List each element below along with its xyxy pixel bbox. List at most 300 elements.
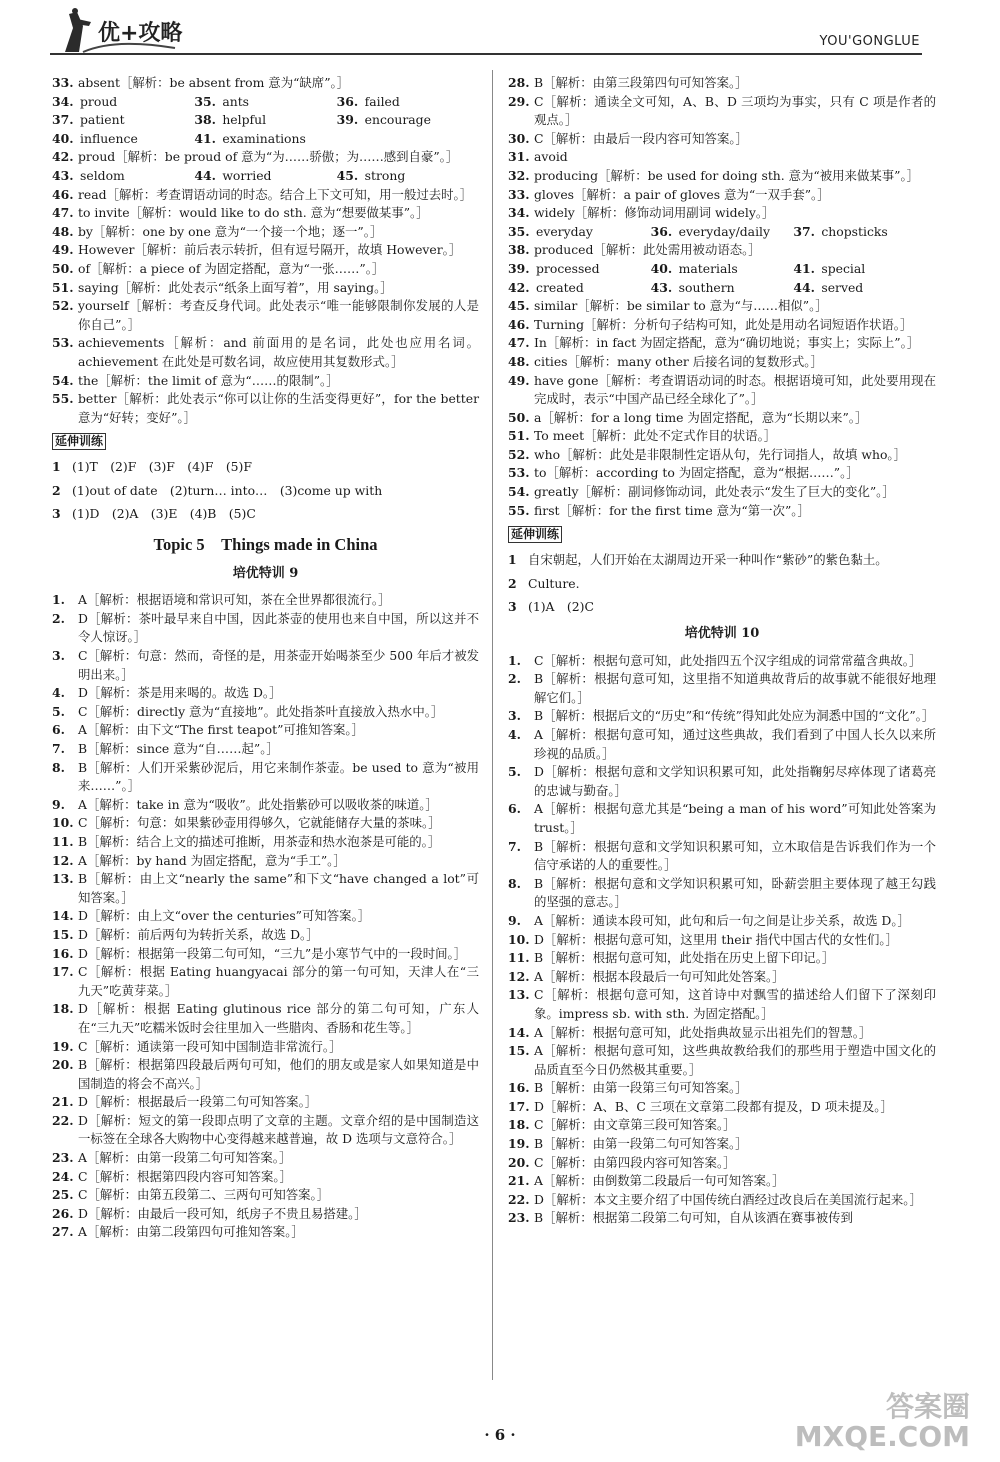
answer-row [52, 186, 479, 205]
answer-row [52, 907, 479, 926]
answer-text: greatly［解析：副词修饰动词，此处表示“发生了巨大的变化”。］ [534, 484, 895, 500]
answer-text: A［解析：由下文“The first teapot”可推知答案。］ [78, 722, 364, 738]
answer-text: A［解析：由倒数第二段最后一句可知答案。］ [534, 1173, 785, 1189]
answer-text: first［解析：for the first time 意为“第一次”。］ [534, 502, 810, 518]
answer-text: C［解析：根据 Eating huangyacai 部分的第一句可知，天津人在“三九天”吃黄芽菜。］ [78, 964, 479, 998]
answer-row [52, 945, 479, 964]
answer-number: 54. [508, 484, 530, 500]
answer-number: 18. [52, 1001, 74, 1017]
answer-number: 44. [194, 167, 216, 183]
answer-number: 45. [336, 167, 359, 183]
answer-text: C［解析：由第四段内容可知答案。］ [534, 1154, 736, 1170]
answer-text: processed [536, 260, 600, 276]
answer-number: 36. [650, 223, 673, 239]
answer-number: 14. [52, 908, 74, 924]
answer-row [508, 130, 936, 149]
answer-row [508, 464, 936, 483]
answer-number: 25. [52, 1187, 74, 1203]
answer-number: 18. [508, 1117, 530, 1133]
answer-row [52, 74, 479, 93]
extension-item [508, 598, 936, 617]
answer-number: 41. [194, 130, 216, 146]
answer-text: a［解析：for a long time 为固定搭配，意为“长期以来”。］ [534, 409, 868, 425]
answer-row [508, 316, 936, 335]
answer-text: D［解析：根据句意和文学知识积累可知，此处指鞠躬尽瘁体现了诸葛亮的忠诚与勤奋。］ [534, 764, 936, 798]
answer-row [508, 986, 936, 1023]
answer-number: 21. [508, 1173, 530, 1189]
answer-row [508, 353, 936, 372]
answer-row [508, 875, 936, 912]
answer-number: 50. [508, 409, 530, 425]
answer-cell [52, 111, 194, 130]
answer-text: D［解析：A、B、C 三项在文章第二段都有提及，D 项未提及。］ [534, 1098, 893, 1114]
answer-number: 35. [508, 223, 530, 239]
answer-row [508, 652, 936, 671]
answer-row [52, 647, 479, 684]
answer-text: by［解析：one by one 意为“一个接一个地；逐一”。］ [78, 223, 383, 239]
extension-number: 2 [508, 575, 517, 591]
answer-text: A［解析：根据语境和常识可知，茶在全世界都很流行。］ [78, 592, 391, 608]
answer-triple-row [508, 223, 936, 242]
extension-training-label: 延伸训练 [52, 433, 106, 450]
answer-cell [194, 111, 336, 130]
answer-text: A［解析：由第一段第二句可知答案。］ [78, 1150, 292, 1166]
answer-cell [651, 260, 794, 279]
answer-number: 23. [52, 1150, 74, 1166]
logo-text: 优+攻略 [98, 21, 183, 46]
answer-row [52, 1223, 479, 1242]
answer-number: 26. [52, 1205, 74, 1221]
answer-row [508, 1209, 936, 1228]
answer-text: A［解析：根据句意可知，此处指典故显示出祖先们的智慧。］ [534, 1024, 872, 1040]
page-header [0, 0, 1000, 60]
answer-row [508, 1116, 936, 1135]
answer-triple-row [52, 111, 479, 130]
answer-row [508, 1098, 936, 1117]
answer-number: 10. [508, 931, 530, 947]
answer-number: 34. [52, 93, 74, 109]
answer-number: 53. [52, 335, 74, 351]
answer-text: D［解析：根据 Eating glutinous rice 部分的第二句可知，广东人在“三九天”吃糯米饭时会往里加入一些腊肉、香肠和花生等。］ [78, 1001, 479, 1035]
answer-text: the［解析：the limit of 意为“……的限制”。］ [78, 372, 339, 388]
answer-row [508, 1042, 936, 1079]
answer-cell [793, 223, 936, 242]
answer-row [508, 204, 936, 223]
answer-number: 9. [508, 912, 521, 928]
answer-row [52, 870, 479, 907]
answer-number: 24. [52, 1168, 74, 1184]
answer-row [52, 926, 479, 945]
answer-text: C［解析：句意：如果紫砂壶用得够久，它就能储存大量的茶味。］ [78, 815, 441, 831]
answer-number: 10. [52, 815, 74, 831]
answer-number: 8. [52, 759, 65, 775]
left-column [52, 74, 479, 1242]
answer-triple-row [52, 167, 479, 186]
answer-text: C［解析：句意：然而，奇怪的是，用茶壶开始喝茶至少 500 年后才被发明出来。］ [78, 648, 479, 682]
answer-text: D［解析：短文的第一段即点明了文章的主题。文章介绍的是中国制造这一标签在全球各大购物中心变得越来越普遍，故 D 选项与文意符合。］ [78, 1112, 479, 1147]
answer-text: cities［解析：many other 后接名词的复数形式。］ [534, 353, 823, 369]
answer-number: 46. [508, 316, 530, 332]
answer-number: 35. [194, 93, 216, 109]
answer-number: 8. [508, 875, 521, 891]
answer-text: producing［解析：be used for doing sth. 意为“被用来做某事”。］ [534, 167, 920, 183]
extension-text: (1)out of date (2)turn… into… (3)come up with [72, 482, 383, 498]
answer-text: B［解析：结合上文的描述可推断，用茶壶和热水泡茶是可能的。］ [78, 833, 441, 849]
answer-row [52, 740, 479, 759]
answer-number: 3. [508, 708, 521, 724]
column-divider [492, 70, 493, 1380]
answer-text: have gone［解析：考查谓语动词的时态。根据语境可知，此处要用现在完成时，表示“中国产品已经全球化了”。］ [534, 372, 936, 407]
answer-text: B［解析：根据第四段最后两句可知，他们的朋友或是家人如果知道是中国制造的将会不高兴。］ [78, 1057, 479, 1091]
answer-number: 4. [508, 727, 521, 742]
answer-row [508, 502, 936, 521]
answer-number: 43. [650, 279, 673, 295]
answer-number: 12. [52, 852, 74, 868]
answer-text: B［解析：由第一段第二句可知答案。］ [534, 1136, 748, 1152]
answer-text: B［解析：根据第二段第二句可知，自从该酒在赛事被传到 [534, 1210, 853, 1226]
answer-text: widely［解析：修饰动词用副词 widely。］ [534, 205, 775, 221]
answer-text: A［解析：根据句意可知，这些典故教给我们的那些用于塑造中国文化的品质直至今日仍然极其重要。］ [534, 1043, 936, 1077]
answer-text: materials [678, 260, 738, 276]
answer-text: helpful [222, 112, 267, 128]
answer-row [508, 949, 936, 968]
answer-text: created [536, 279, 584, 295]
answer-row [508, 800, 936, 837]
answer-row [508, 93, 936, 130]
answer-cell [651, 223, 794, 242]
answer-number: 51. [52, 279, 74, 295]
answer-row [508, 483, 936, 502]
answer-text: B［解析：since 意为“自……起”。］ [78, 741, 279, 756]
answer-number: 9. [52, 796, 65, 812]
answer-row [508, 912, 936, 931]
answer-row [52, 796, 479, 815]
answer-text: proud［解析：be proud of 意为“为……骄傲；为……感到自豪”。］ [78, 149, 459, 165]
answer-number: 44. [793, 279, 815, 295]
answer-text: proud [80, 93, 118, 109]
answer-number: 49. [52, 242, 74, 258]
answer-number: 37. [793, 223, 815, 239]
answer-row [52, 1205, 479, 1224]
answer-number: 47. [52, 205, 74, 221]
answer-row [52, 1168, 479, 1187]
extension-text: (1)T (2)F (3)F (4)F (5)F [72, 459, 252, 475]
answer-row [508, 838, 936, 875]
answer-text: influence [80, 130, 138, 146]
answer-number: 38. [194, 112, 216, 128]
answer-row [508, 74, 936, 93]
answer-text: C［解析：由文章第三段可知答案。］ [534, 1117, 736, 1133]
extension-item [52, 482, 479, 501]
answer-row [52, 279, 479, 298]
answer-text: D［解析：茶叶最早来自中国，因此茶壶的使用也来自中国，所以这并不令人惊讶。］ [78, 610, 479, 645]
answer-number: 14. [508, 1024, 530, 1040]
right-column [508, 74, 936, 1228]
answer-number: 42. [508, 279, 530, 295]
extension-training-label: 延伸训练 [508, 526, 562, 543]
answer-number: 42. [52, 149, 74, 165]
answer-text: produced［解析：此处需用被动语态。］ [534, 242, 761, 258]
answer-number: 33. [508, 186, 530, 202]
answer-row [52, 1056, 479, 1093]
answer-row [52, 204, 479, 223]
answer-text: C［解析：由最后一段内容可知答案。］ [534, 130, 748, 146]
answer-number: 7. [52, 741, 65, 756]
answer-text: C［解析：根据句意可知，此处指四五个汉字组成的词常常蕴含典故。］ [534, 652, 922, 668]
answer-number: 32. [508, 167, 530, 183]
answer-text: absent［解析：be absent from 意为“缺席”。］ [78, 75, 350, 90]
answer-text: To meet［解析：此处不定式作目的状语。］ [534, 428, 777, 444]
answer-number: 39. [336, 112, 359, 128]
answer-text: encourage [364, 112, 431, 128]
answer-text: D［解析：由上文“over the centuries”可知答案。］ [78, 908, 371, 924]
extension-item [52, 505, 479, 524]
extension-text: (1)A (2)C [528, 599, 594, 615]
answer-text: strong [364, 167, 406, 183]
answer-row [52, 297, 479, 334]
answer-text: served [821, 279, 864, 295]
answer-row [508, 1191, 936, 1210]
answer-text: D［解析：本文主要介绍了中国传统白酒经过改良后在美国流行起来。］ [534, 1191, 922, 1207]
answer-row [508, 372, 936, 409]
answer-row [52, 610, 479, 647]
answer-text: B［解析：由上文“nearly the same”和下文“have changed a lot”可知答案。］ [78, 871, 479, 905]
answer-cell [508, 223, 651, 242]
answer-row [508, 968, 936, 987]
answer-cell [52, 130, 194, 149]
answer-row [508, 167, 936, 186]
extension-number: 1 [508, 552, 517, 568]
answer-number: 23. [508, 1210, 530, 1226]
answer-row [52, 852, 479, 871]
answer-number: 15. [508, 1043, 530, 1059]
answer-row [508, 726, 936, 763]
answer-text: read［解析：考查谓语动词的时态。结合上下文可知，用一般过去时。］ [78, 186, 473, 202]
answer-number: 19. [508, 1136, 530, 1152]
extension-number: 2 [52, 482, 61, 498]
extension-item [508, 575, 936, 594]
answer-text: A［解析：根据本段最后一句可知此处答案。］ [534, 968, 785, 984]
answer-number: 13. [52, 871, 74, 887]
answer-number: 20. [52, 1057, 74, 1073]
answer-text: chopsticks [821, 223, 888, 239]
topic-title: Topic 5 Things made in China [153, 535, 378, 555]
answer-text: A［解析：根据句意可知，通过这些典故，我们看到了中国人长久以来所珍视的品质。］ [534, 727, 936, 761]
answer-text: of［解析：a piece of 为固定搭配，意为“一张……”。］ [78, 260, 385, 276]
answer-cell [337, 111, 479, 130]
answer-row [508, 1154, 936, 1173]
answer-row [52, 1038, 479, 1057]
answer-text: D［解析：根据句意可知，这里用 their 指代中国古代的女性们。］ [534, 931, 898, 947]
answer-number: 28. [508, 75, 530, 90]
answer-text: D［解析：根据第一段第二句可知，“三九”是小寒节气中的一段时间。］ [78, 945, 467, 961]
answer-row [52, 334, 479, 371]
extension-number: 1 [52, 459, 61, 475]
answer-text: southern [678, 279, 735, 295]
answer-number: 22. [508, 1191, 530, 1207]
answer-row [52, 963, 479, 1000]
answer-row [52, 1149, 479, 1168]
answer-number: 2. [508, 671, 521, 687]
answer-text: seldom [80, 167, 125, 183]
answer-row [508, 241, 936, 260]
answer-row [508, 409, 936, 428]
answer-row [508, 297, 936, 316]
answer-number: 48. [508, 353, 530, 369]
answer-text: A［解析：通读本段可知，此句和后一句之间是让步关系，故选 D。］ [534, 912, 910, 928]
answer-number: 16. [52, 945, 74, 961]
answer-number: 39. [508, 260, 530, 276]
extension-item [52, 458, 479, 477]
answer-text: achievements［解析：and 前面用的是名词，此处也应用名词。achievement 在此处是可数名词，故应使用其复数形式。］ [78, 335, 479, 369]
answer-text: patient [80, 112, 125, 128]
answer-number: 6. [508, 801, 521, 817]
answer-text: In［解析：in fact 为固定搭配，意为“确切地说；事实上；实际上”。］ [534, 335, 920, 351]
answer-number: 16. [508, 1080, 530, 1096]
answer-text: C［解析：通读第一段可知中国制造非常流行。］ [78, 1038, 342, 1054]
answer-row [508, 148, 936, 167]
answer-row [508, 1172, 936, 1191]
answer-number: 2. [52, 610, 65, 626]
answer-number: 17. [52, 964, 74, 980]
answer-cell [793, 260, 936, 279]
answer-number: 22. [52, 1112, 74, 1128]
answer-row [52, 1186, 479, 1205]
answer-text [365, 130, 479, 149]
answer-number: 21. [52, 1094, 74, 1110]
answer-number: 7. [508, 838, 521, 854]
answer-row [52, 260, 479, 279]
answer-number: 55. [508, 502, 530, 518]
answer-triple-row [508, 260, 936, 279]
answer-cell [194, 93, 336, 112]
answer-text: Turning［解析：分析句子结构可知，此处是用动名词短语作状语。］ [534, 316, 913, 332]
answer-number: 11. [508, 950, 530, 966]
answer-text: C［解析：由第五段第二、三两句可知答案。］ [78, 1187, 330, 1203]
extension-text: Culture. [528, 575, 580, 591]
answer-text: B［解析：由第三段第四句可知答案。］ [534, 75, 748, 90]
answer-row [508, 763, 936, 800]
answer-number: 15. [52, 926, 74, 942]
answer-text: to invite［解析：would like to do sth. 意为“想要做某事”。］ [78, 205, 429, 221]
answer-text: B［解析：根据句意和文学知识积累可知，立木取信是告诉我们作为一个信守承诺的人的重要性。］ [534, 838, 936, 873]
answer-text: B［解析：人们开采紫砂泥后，用它来制作茶壶。be used to 意为“被用来……”。］ [78, 759, 479, 794]
answer-cell [52, 93, 194, 112]
answer-text: C［解析：根据句意可知，这首诗中对飘雪的描述给人们留下了深刻印象。impress sb. with sth. 为固定搭配。］ [534, 987, 936, 1021]
answer-number: 45. [508, 298, 530, 314]
answer-number: 52. [508, 446, 530, 462]
answer-number: 37. [52, 112, 74, 128]
answer-text: special [821, 260, 866, 276]
answer-text: D［解析：根据最后一段第二句可知答案。］ [78, 1094, 318, 1110]
answer-row [508, 707, 936, 726]
answer-text: everyday [536, 223, 593, 239]
answer-triple-row [52, 93, 479, 112]
answer-row [508, 1135, 936, 1154]
answer-row [52, 1093, 479, 1112]
answer-triple-row [52, 130, 479, 149]
answer-text: better［解析：此处表示“你可以让你的生活变得更好”，for the better 意为“好转；变好”。］ [78, 391, 479, 425]
answer-text: saying［解析：此处表示“纸条上面写着”，用 saying。］ [78, 279, 393, 295]
answer-text: B［解析：根据后文的“历史”和“传统”得知此处应为洞悉中国的“文化”。］ [534, 708, 935, 724]
answer-cell [508, 260, 651, 279]
answer-cell [651, 279, 794, 298]
answer-text: C［解析：根据第四段内容可知答案。］ [78, 1168, 292, 1184]
answer-number: 1. [52, 592, 65, 608]
answer-number: 34. [508, 205, 530, 221]
answer-number: 11. [52, 833, 74, 849]
answer-row [52, 223, 479, 242]
answer-cell [194, 167, 336, 186]
answer-number: 17. [508, 1098, 530, 1114]
answer-row [52, 591, 479, 610]
extension-text: 自宋朝起，人们开始在太湖周边开采一种叫作“紫砂”的紫色黏土。 [528, 552, 888, 568]
answer-text: D［解析：由最后一段可知，纸房子不贵且易搭建。］ [78, 1205, 367, 1221]
answer-text: to［解析：according to 为固定搭配，意为“根据……”。］ [534, 465, 859, 481]
answer-row [52, 703, 479, 722]
answer-text: C［解析：directly 意为“直接地”。此处指茶叶直接放入热水中。］ [78, 703, 444, 719]
answer-cell [194, 130, 336, 149]
answer-text: B［解析：根据句意可知，此处指在历史上留下印记。］ [534, 950, 835, 966]
answer-text: B［解析：由第一段第三句可知答案。］ [534, 1080, 748, 1096]
answer-row [52, 1000, 479, 1037]
answer-cell [793, 279, 936, 298]
answer-number: 20. [508, 1154, 530, 1170]
answer-text: D［解析：茶是用来喝的。故选 D。］ [78, 685, 282, 701]
answer-row [508, 670, 936, 707]
answer-text: avoid [534, 149, 568, 165]
answer-number: 33. [52, 75, 74, 90]
answer-text: who［解析：此处是非限制性定语从句，先行词指人，故填 who。］ [534, 446, 906, 462]
answer-text: worried [222, 167, 272, 183]
answer-number: 27. [52, 1224, 74, 1240]
answer-number: 29. [508, 93, 530, 109]
answer-text: C［解析：通读全文可知，A、B、D 三项均为事实，只有 C 项是作者的观点。］ [534, 93, 936, 128]
answer-number: 54. [52, 372, 74, 388]
answer-row [52, 390, 479, 427]
answer-number: 19. [52, 1038, 74, 1054]
watermark-logo: 答案圈 MXQE.COM [794, 1390, 970, 1453]
section-title: 培优特训 9 [232, 565, 299, 581]
answer-row [508, 334, 936, 353]
answer-row [508, 931, 936, 950]
answer-text: everyday/daily [678, 223, 770, 239]
answer-cell [508, 279, 651, 298]
answer-number: 47. [508, 335, 530, 351]
answer-row [52, 721, 479, 740]
answer-text: A［解析：take in 意为“吸收”。此处指紫砂可以吸收茶的味道。］ [78, 796, 438, 812]
answer-text: yourself［解析：考查反身代词。此处表示“唯一能够限制你发展的人是你自己”。］ [78, 298, 479, 332]
answer-number: 4. [52, 685, 65, 701]
extension-item [508, 551, 936, 570]
answer-number: 3. [52, 648, 65, 664]
answer-triple-row [508, 279, 936, 298]
extension-text: (1)D (2)A (3)E (4)B (5)C [72, 506, 256, 522]
header-brand-text: YOU'GONGLUE [819, 34, 920, 49]
extension-number: 3 [52, 506, 61, 522]
answer-number: 41. [793, 260, 815, 276]
answer-cell [337, 167, 479, 186]
answer-text: failed [364, 93, 400, 109]
answer-number: 49. [508, 372, 530, 388]
answer-number: 13. [508, 987, 530, 1003]
answer-row [52, 241, 479, 260]
answer-number: 12. [508, 968, 530, 984]
answer-text: A［解析：根据句意尤其是“being a man of his word”可知此处答案为 trust。］ [534, 801, 936, 835]
answer-row [508, 1079, 936, 1098]
answer-text: examinations [222, 130, 306, 146]
answer-text: D［解析：前后两句为转折关系，故选 D。］ [78, 926, 319, 942]
